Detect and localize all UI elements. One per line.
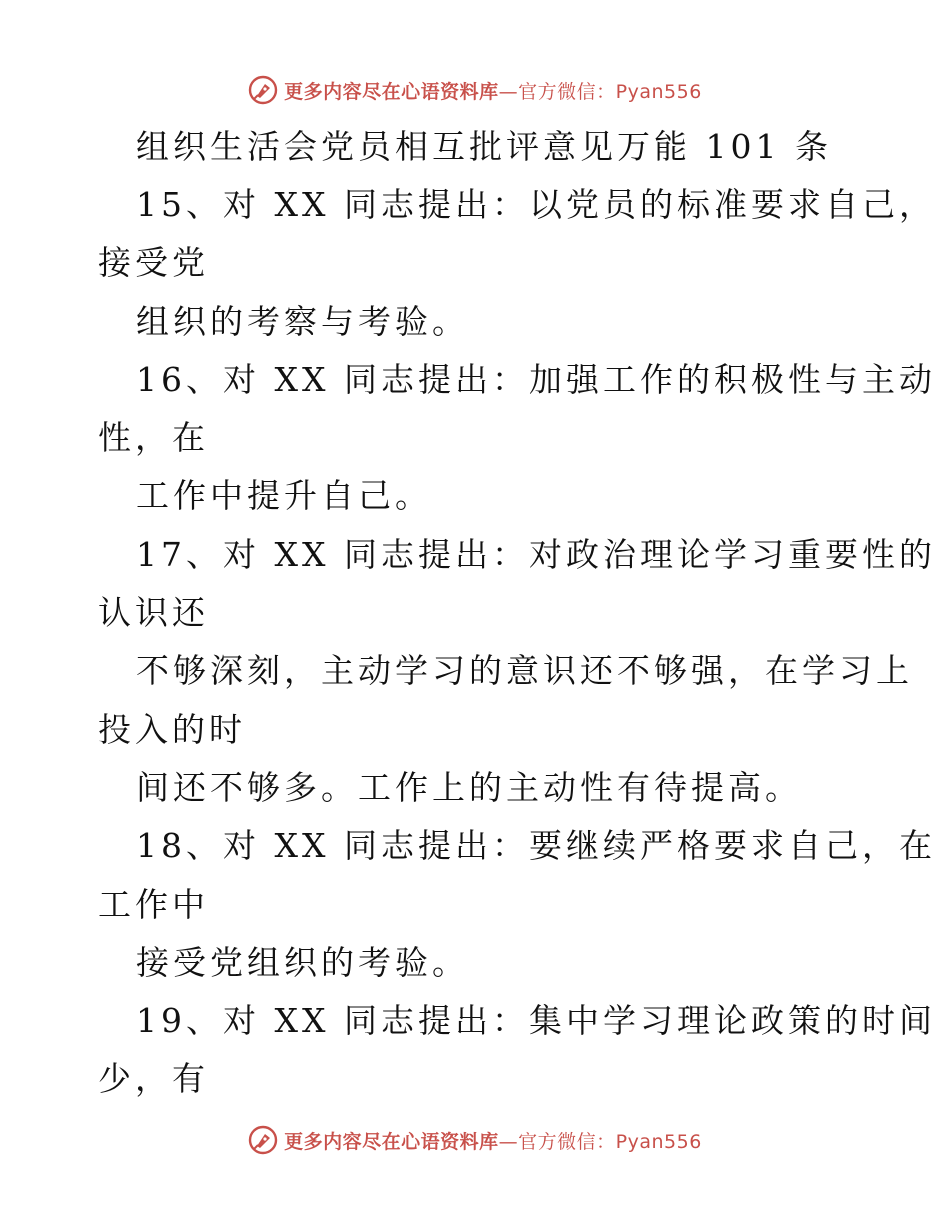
text-line: 15、对 XX 同志提出：以党员的标准要求自己， xyxy=(136,185,936,224)
text-line: 19、对 XX 同志提出：集中学习理论政策的时间 xyxy=(136,1001,936,1040)
text-line: 组织的考察与考验。 xyxy=(136,302,469,341)
text-line: 不够深刻，主动学习的意识还不够强，在学习上 xyxy=(136,651,913,690)
text-line: 认识还 xyxy=(98,593,209,632)
header-banner-text xyxy=(284,77,702,104)
text-line: 少，有 xyxy=(98,1059,209,1098)
text-line: 18、对 XX 同志提出：要继续严格要求自己，在 xyxy=(136,826,936,865)
text-line: 17、对 XX 同志提出：对政治理论学习重要性的 xyxy=(136,535,936,574)
header-banner-separator: — xyxy=(498,80,519,103)
header-banner xyxy=(0,70,950,110)
footer-banner-separator: — xyxy=(498,1130,519,1153)
pen-nib-logo-icon xyxy=(248,75,278,105)
footer-banner-title: 更多内容尽在心语资料库 xyxy=(284,1130,499,1153)
text-line: 性，在 xyxy=(98,418,209,457)
text-line: 间还不够多。工作上的主动性有待提高。 xyxy=(136,768,802,807)
header-banner-title: 更多内容尽在心语资料库 xyxy=(284,80,499,103)
text-line: 接受党组织的考验。 xyxy=(136,943,469,982)
footer-banner xyxy=(0,1120,950,1160)
text-line: 接受党 xyxy=(98,243,209,282)
document-title: 组织生活会党员相互批评意见万能 101 条 xyxy=(136,127,832,166)
text-line: 工作中提升自己。 xyxy=(136,476,432,515)
text-line: 投入的时 xyxy=(98,710,246,749)
pen-nib-logo-icon xyxy=(248,1125,278,1155)
footer-banner-wechat: 官方微信：Pyan556 xyxy=(518,1130,702,1153)
text-line: 16、对 XX 同志提出：加强工作的积极性与主动 xyxy=(136,360,936,399)
footer-banner-text xyxy=(284,1127,702,1154)
text-line: 工作中 xyxy=(98,885,209,924)
header-banner-wechat: 官方微信：Pyan556 xyxy=(518,80,702,103)
